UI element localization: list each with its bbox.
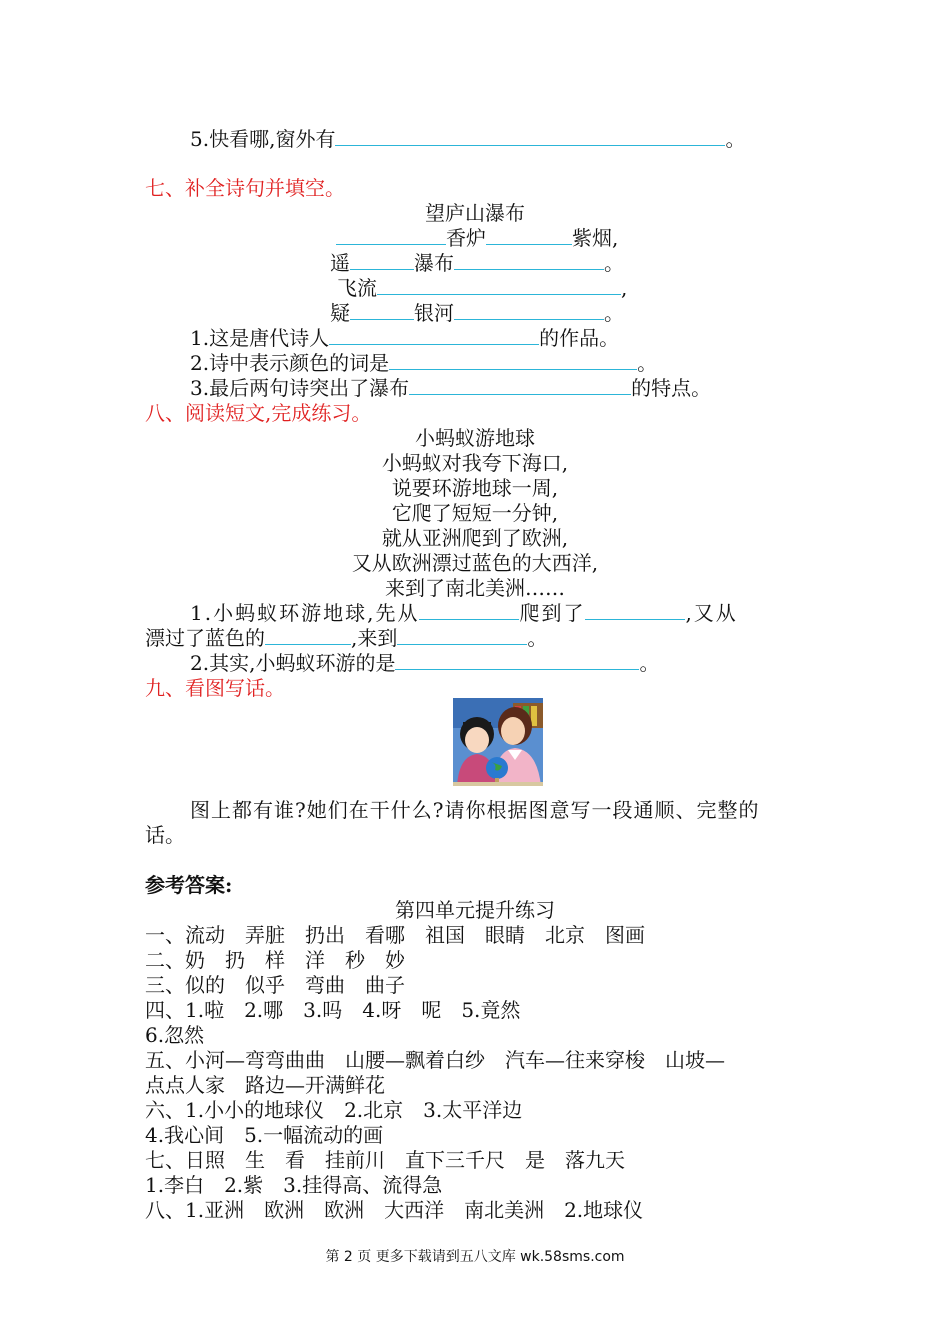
answer-blank[interactable] [454, 301, 604, 320]
poem-text: 。 [604, 301, 624, 325]
poem-text: 遥 [330, 251, 350, 275]
poem-text: 银河 [414, 301, 454, 325]
question-text: ,来到 [351, 626, 398, 650]
answer-line: 4.我心间 5.一幅流动的画 [145, 1123, 384, 1147]
answer-blank[interactable] [389, 351, 637, 370]
passage-line: 说要环游地球一周, [391, 476, 559, 500]
answer-blank[interactable] [265, 626, 351, 645]
passage-title: 小蚂蚁游地球 [415, 426, 535, 450]
answer-line: 五、小河—弯弯曲曲 山腰—飘着白纱 汽车—往来穿梭 山坡— [145, 1048, 725, 1072]
answer-line: 三、似的 似乎 弯曲 曲子 [145, 973, 405, 997]
answer-blank[interactable] [335, 127, 725, 146]
answer-line: 一、流动 弄脏 扔出 看哪 祖国 眼睛 北京 图画 [145, 923, 645, 947]
poem-text: 。 [604, 251, 624, 275]
answer-blank[interactable] [419, 601, 519, 620]
poem-line-2 [330, 251, 624, 276]
passage-line: 它爬了短短一分钟, [391, 501, 559, 525]
answer-blank[interactable] [350, 301, 414, 320]
sec7-question-1 [190, 326, 619, 351]
answer-blank[interactable] [454, 251, 604, 270]
sec9-prompt: 图上都有谁?她们在干什么?请你根据图意写一段通顺、完整的 [190, 798, 760, 822]
answer-blank[interactable] [585, 601, 685, 620]
question-text: 5.快看哪,窗外有 [190, 127, 336, 151]
answers-heading: 参考答案: [145, 873, 233, 897]
poem-text: 飞流 [337, 276, 377, 300]
question-text: 2.诗中表示颜色的词是 [190, 351, 390, 375]
sec8-question-1-cont [145, 626, 547, 651]
question-text: 。 [637, 351, 658, 375]
question-text: 爬到了 [519, 601, 586, 625]
passage-line: 又从欧洲漂过蓝色的大西洋, [351, 551, 599, 575]
section-8-heading: 八、阅读短文,完成练习。 [145, 401, 372, 425]
sec7-question-3 [190, 376, 711, 401]
question-5 [190, 127, 745, 152]
answer-blank[interactable] [329, 326, 539, 345]
sec8-question-1 [190, 601, 738, 626]
section-9-heading: 九、看图写话。 [145, 676, 285, 700]
answer-line: 6.忽然 [145, 1023, 205, 1047]
page-footer: 第 2 页 更多下载请到五八文库 wk.58sms.com [325, 1249, 625, 1265]
question-text: 。 [639, 651, 660, 675]
answer-blank[interactable] [486, 226, 572, 245]
answer-blank[interactable] [409, 376, 631, 395]
illustration-image [453, 698, 543, 786]
answer-line: 八、1.亚洲 欧洲 欧洲 大西洋 南北美洲 2.地球仪 [145, 1198, 644, 1222]
answer-line: 七、日照 生 看 挂前川 直下三千尺 是 落九天 [145, 1148, 625, 1172]
passage-line: 来到了南北美洲…… [385, 576, 565, 600]
passage-line: 小蚂蚁对我夸下海口, [381, 451, 569, 475]
poem-title: 望庐山瀑布 [425, 201, 525, 225]
section-7-heading: 七、补全诗句并填空。 [145, 176, 345, 200]
answer-blank[interactable] [377, 276, 621, 295]
question-text: 漂过了蓝色的 [145, 626, 265, 650]
answer-line: 点点人家 路边—开满鲜花 [145, 1073, 385, 1097]
question-text: 。 [527, 626, 548, 650]
sec8-question-2 [190, 651, 659, 676]
poem-text: 瀑布 [414, 251, 454, 275]
poem-text: 香炉 [446, 226, 486, 250]
answer-blank[interactable] [397, 626, 527, 645]
answers-title: 第四单元提升练习 [395, 898, 555, 922]
poem-text: 紫烟, [572, 226, 619, 250]
poem-line-1 [336, 226, 618, 251]
poem-line-4 [330, 301, 624, 326]
sec7-question-2 [190, 351, 657, 376]
question-text: 1.小蚂蚁环游地球,先从 [190, 601, 420, 625]
answer-line: 四、1.啦 2.哪 3.吗 4.呀 呢 5.竟然 [145, 998, 521, 1022]
question-text: 的作品。 [539, 326, 620, 350]
poem-text: , [621, 276, 628, 300]
teacher-and-girl-with-globe-illustration [453, 698, 543, 786]
punctuation: 。 [725, 127, 746, 151]
answer-line: 1.李白 2.紫 3.挂得高、流得急 [145, 1173, 443, 1197]
passage-line: 就从亚洲爬到了欧洲, [381, 526, 569, 550]
answer-line: 六、1.小小的地球仪 2.北京 3.太平洋边 [145, 1098, 523, 1122]
question-text: 1.这是唐代诗人 [190, 326, 330, 350]
answer-blank[interactable] [336, 226, 446, 245]
sec9-prompt-cont: 话。 [145, 823, 185, 847]
question-text: 3.最后两句诗突出了瀑布 [190, 376, 410, 400]
poem-text: 疑 [330, 301, 350, 325]
question-text: 2.其实,小蚂蚁环游的是 [190, 651, 396, 675]
poem-line-3 [337, 276, 627, 301]
answer-blank[interactable] [395, 651, 639, 670]
question-text: 的特点。 [631, 376, 712, 400]
question-text: ,又从 [685, 601, 738, 625]
answer-blank[interactable] [350, 251, 414, 270]
answer-line: 二、奶 扔 样 洋 秒 妙 [145, 948, 405, 972]
